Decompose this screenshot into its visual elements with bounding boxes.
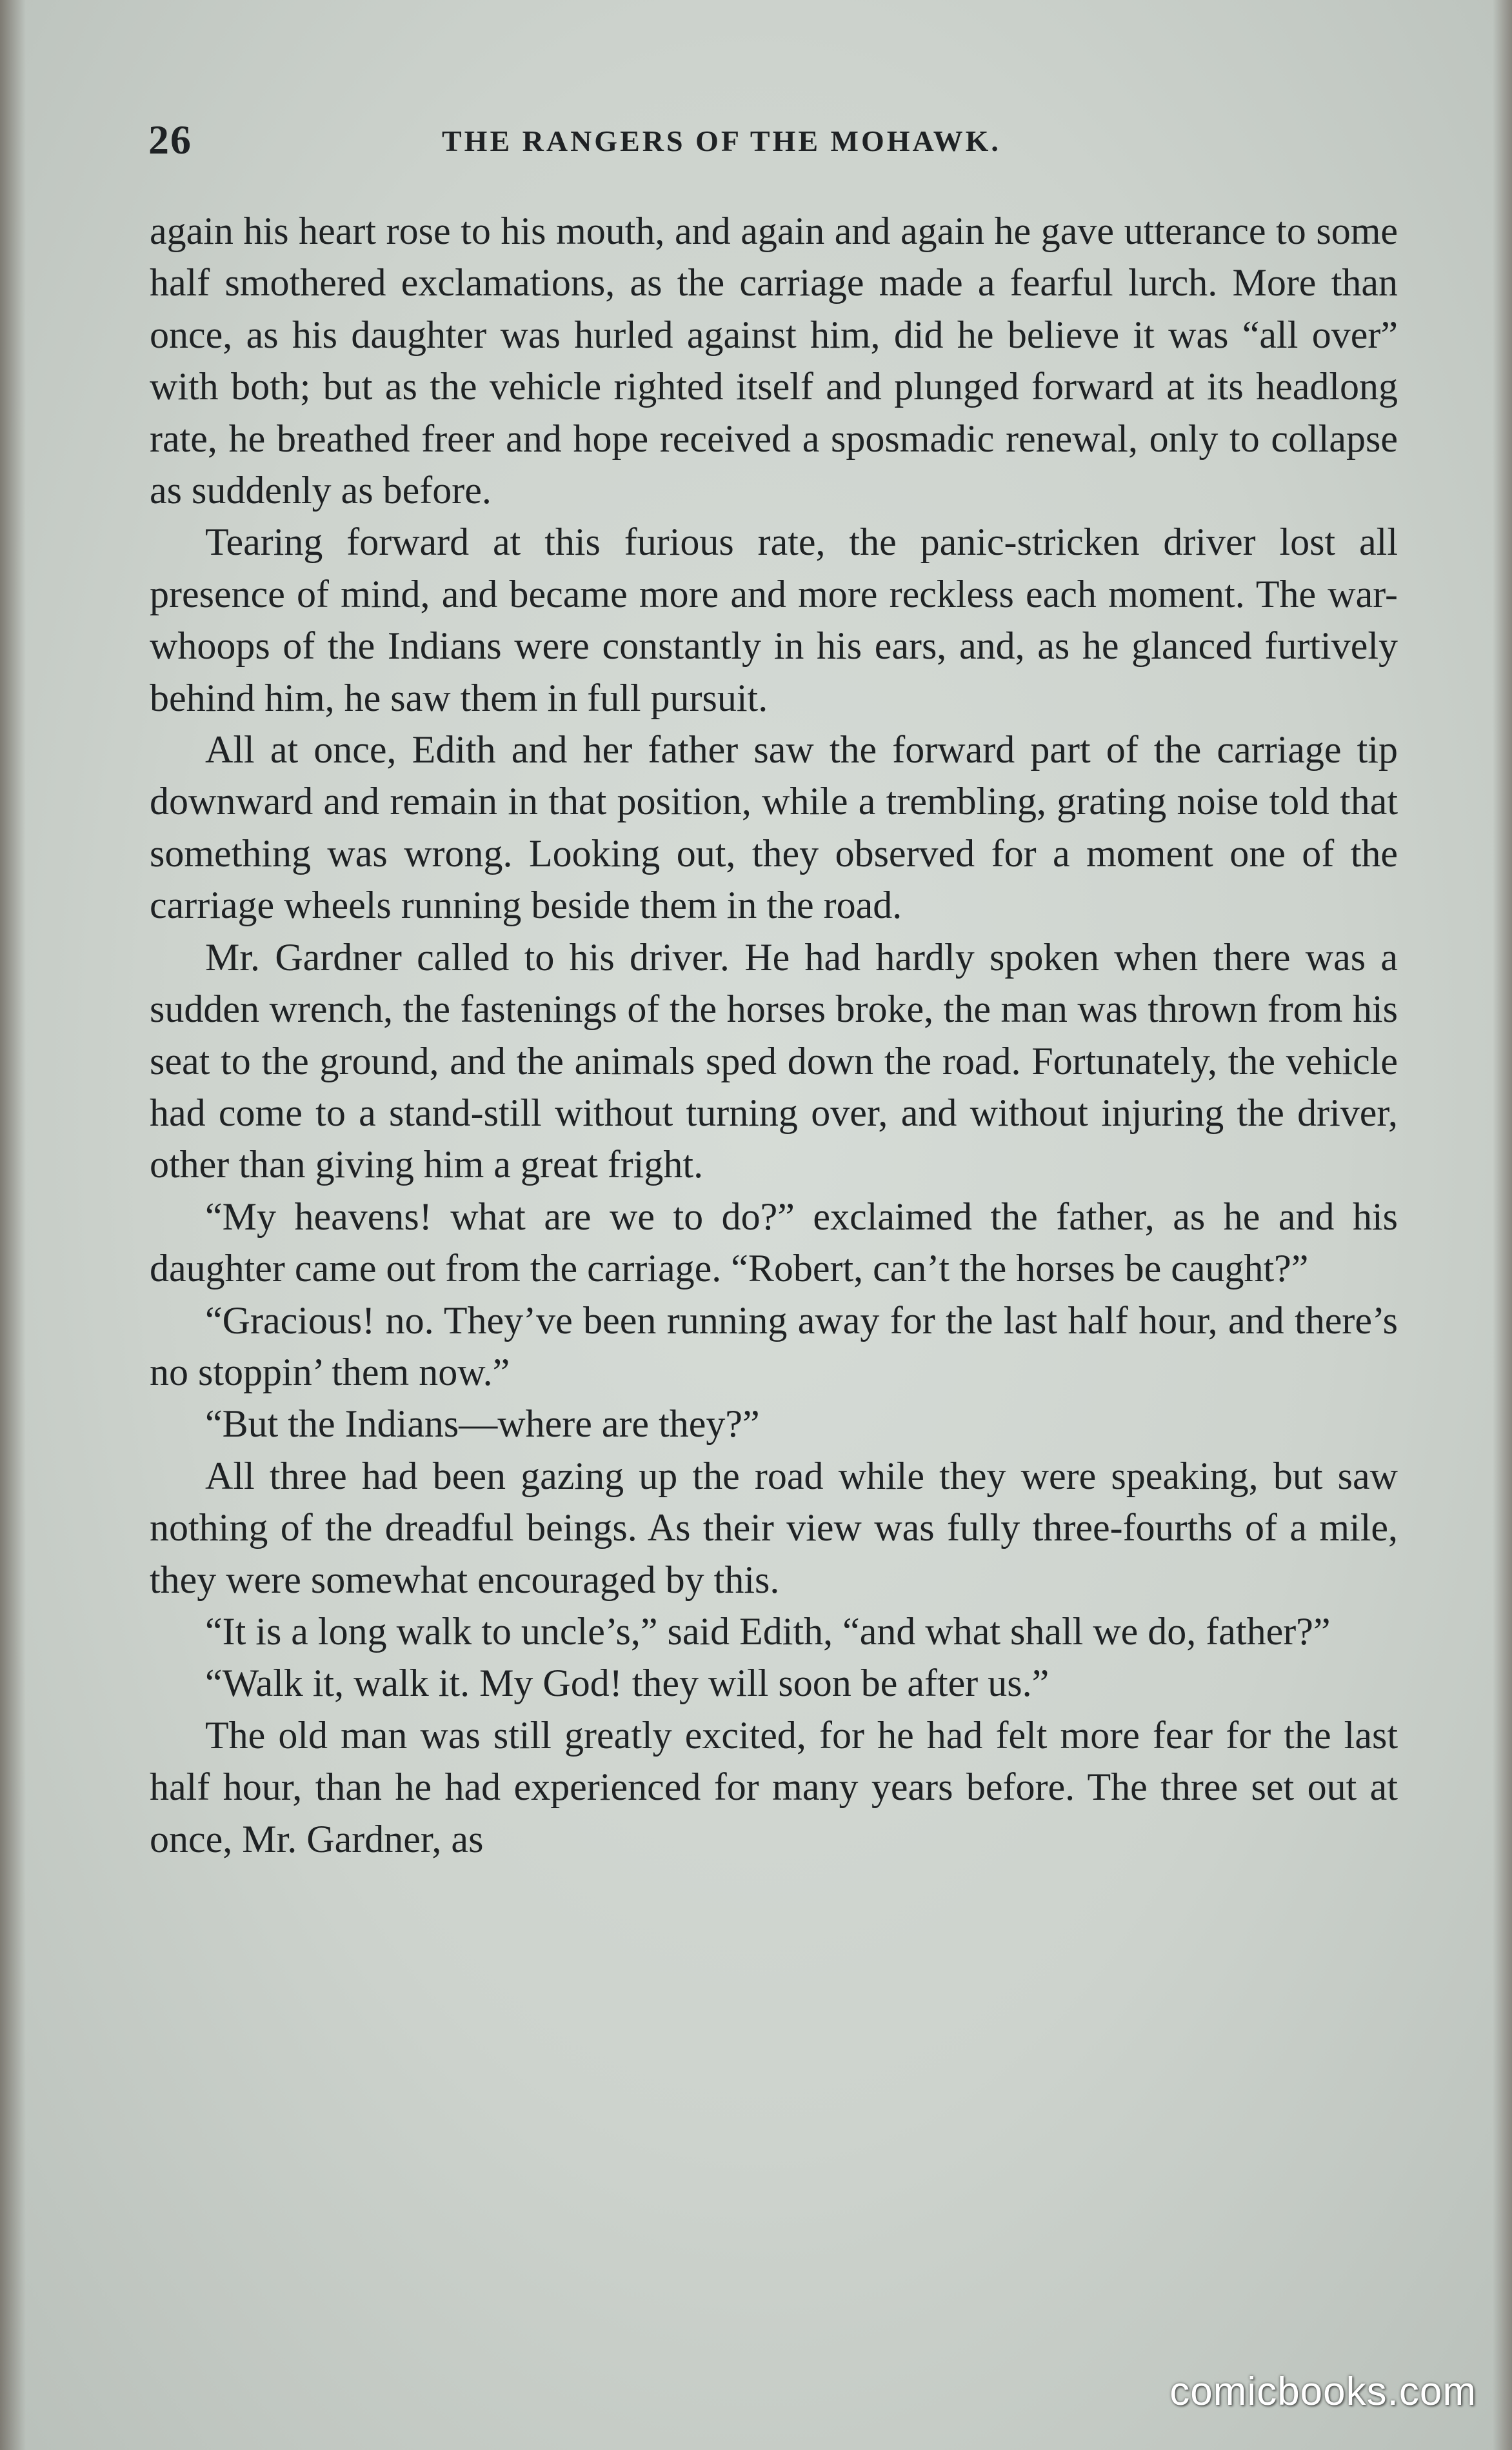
paragraph-8: All three had been gazing up the road while they were speaking, but saw nothing of the dreadful beings. As their view was fully three-fourths of a mile, they were somewhat encouraged by this. <box>150 1454 1398 1601</box>
paragraph-6: “Gracious! no. They’ve been running away for the last half hour, and there’s no stoppin’ them now.” <box>150 1299 1398 1393</box>
page-header <box>148 116 1400 168</box>
page-edge-left <box>0 0 26 2450</box>
page-number: 26 <box>148 117 192 163</box>
paragraph-9: “It is a long walk to uncle’s,” said Edith, “and what shall we do, father?” <box>205 1609 1331 1653</box>
watermark: comicbooks.com <box>1169 2369 1477 2414</box>
paragraph-10: “Walk it, walk it. My God! they will soon be after us.” <box>205 1662 1049 1705</box>
paragraph-11: The old man was still greatly excited, for he had felt more fear for the last half hour, than he had experienced for many years before. The three set out at once, Mr. Gardner, as <box>150 1713 1398 1860</box>
paragraph-2: Tearing forward at this furious rate, the panic-stricken driver lost all presence of mind, and became more and more reckless each moment. The war-whoops of the Indians were constantly in his ears, and, as he glanced furtively behind him, he saw them in full pursuit. <box>150 521 1398 719</box>
paragraph-5: “My heavens! what are we to do?” exclaimed the father, as he and his daughter came out from the carriage. “Robert, can’t the horses be caught?” <box>150 1195 1398 1290</box>
paragraph-4: Mr. Gardner called to his driver. He had hardly spoken when there was a sudden wrench, the fastenings of the horses broke, the man was thrown from his seat to the ground, and the animals sped down the road. Fortunately, the vehicle had come to a stand-still without turning over, and without injuring the driver, other than giving him a great fright. <box>150 935 1398 1186</box>
page-edge-right <box>1493 0 1512 2450</box>
paragraph-7: “But the Indians—where are they?” <box>205 1402 760 1446</box>
running-head: THE RANGERS OF THE MOHAWK. <box>442 124 1001 157</box>
body-text <box>150 205 1398 1865</box>
paragraph-3: All at once, Edith and her father saw the forward part of the carriage tip downward and remain in that position, while a trembling, grating noise told that something was wrong. Looking out, they observed for a moment one of the carriage wheels running beside them in the road. <box>150 728 1398 927</box>
paragraph-1: again his heart rose to his mouth, and again and again he gave utterance to some half smothered exclamations, as the carriage made a fearful lurch. More than once, as his daughter was hurled against him, did he believe it was “all over” with both; but as the vehicle righted itself and plunged forward at its headlong rate, he breathed freer and hope received a sposmadic renewal, only to collapse as suddenly as before. <box>150 210 1398 512</box>
